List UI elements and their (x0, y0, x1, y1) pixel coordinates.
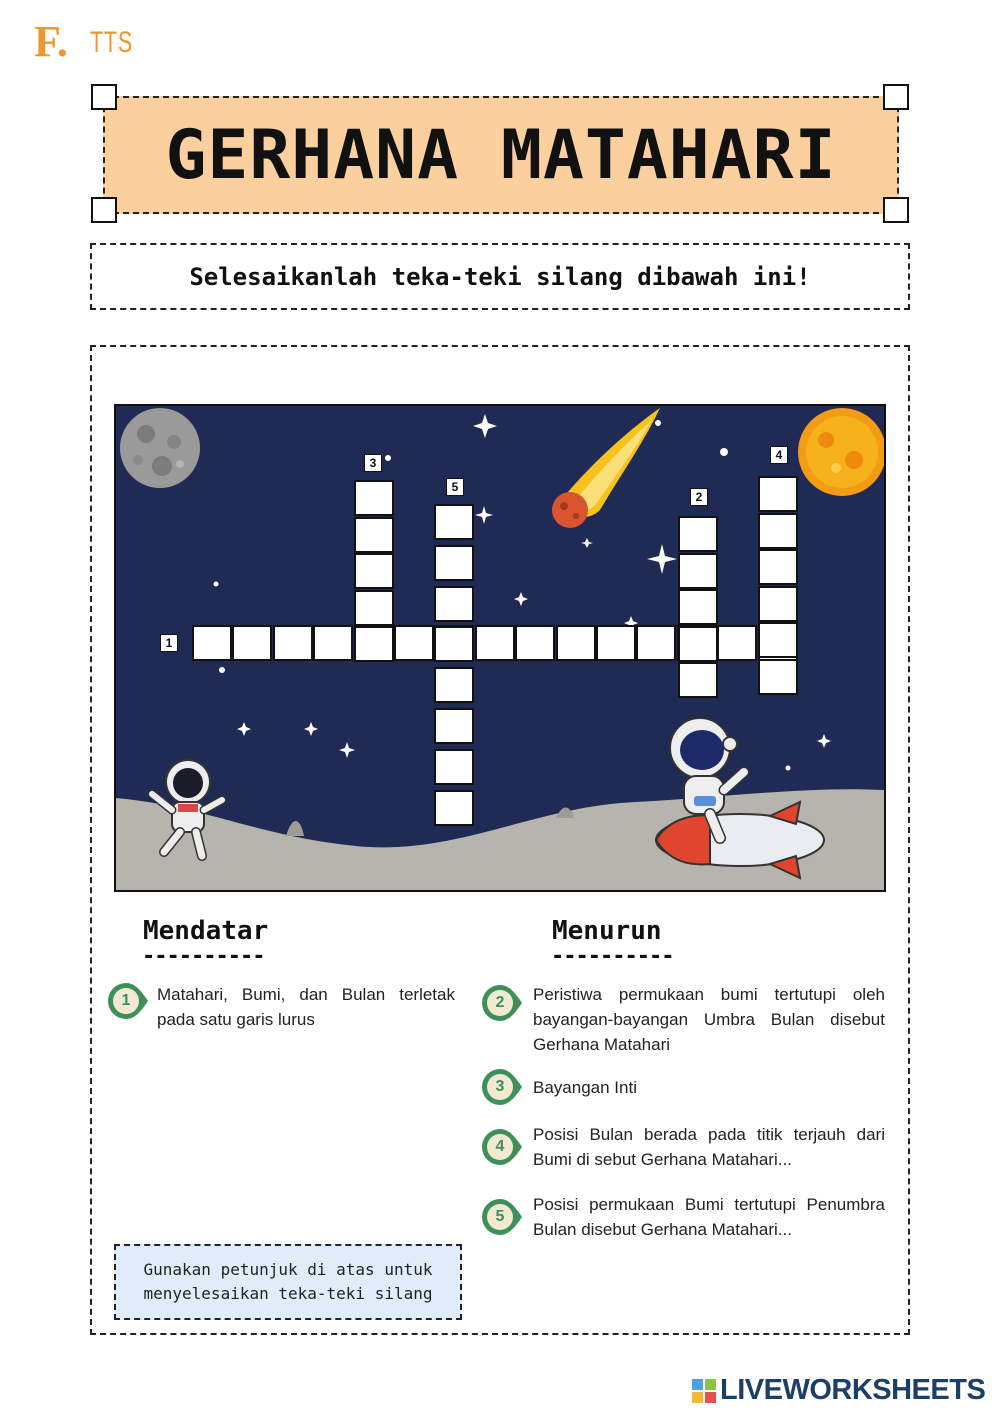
crossword-cell-1-3[interactable] (273, 625, 313, 661)
clue-number-tag-3: 3 (364, 454, 382, 472)
crossword-cell-4-3[interactable] (758, 549, 798, 585)
clue-badge-3 (480, 1067, 524, 1107)
crossword-cell-3-5[interactable] (354, 626, 394, 662)
crossword-cell-2-1[interactable] (678, 516, 718, 552)
crossword-cell-3-2[interactable] (354, 517, 394, 553)
hint-text: Gunakan petunjuk di atas untuk menyelesaikan teka-teki silang (143, 1260, 433, 1303)
crossword-cell-1-4[interactable] (313, 625, 353, 661)
crossword-cell-4-1[interactable] (758, 476, 798, 512)
crossword-cell-2-3[interactable] (678, 589, 718, 625)
comet-icon (540, 406, 670, 536)
liveworksheets-mark-icon (692, 1379, 716, 1403)
clue-text-2: Peristiwa permukaan bumi tertutupi oleh bayangan-bayangan Umbra Bulan disebut Gerhana Matahari (533, 985, 885, 1054)
crossword-cell-2-2[interactable] (678, 553, 718, 589)
menurun-heading: Menurun (552, 916, 662, 946)
corner-handle-bottom-right (883, 197, 909, 223)
crossword-cell-4-4[interactable] (758, 586, 798, 622)
corner-handle-top-right (883, 84, 909, 110)
crossword-cell-5-2[interactable] (434, 545, 474, 581)
crossword-cell-5-6[interactable] (434, 708, 474, 744)
crossword-cell-4-6[interactable] (758, 659, 798, 695)
clue-text-3: Bayangan Inti (533, 1078, 637, 1097)
clue-badge-2 (480, 983, 524, 1023)
liveworksheets-logo (692, 1374, 985, 1407)
instruction-text: Selesaikanlah teka-teki silang dibawah ini! (189, 262, 811, 291)
clue-number: 4 (495, 1138, 505, 1155)
brand-name: LIVEWORKSHEETS (720, 1374, 986, 1406)
crossword-cell-3-3[interactable] (354, 553, 394, 589)
crossword-cell-1-10[interactable] (556, 625, 596, 661)
crossword-cell-1-1[interactable] (192, 625, 232, 661)
crossword-cell-4-5[interactable] (758, 622, 798, 658)
moon-icon (118, 406, 202, 490)
crossword-cell-3-4[interactable] (354, 590, 394, 626)
clue-number-tag-2: 2 (690, 488, 708, 506)
crossword-cell-1-12[interactable] (636, 625, 676, 661)
clue-number: 1 (121, 992, 131, 1009)
crossword-cell-1-2[interactable] (232, 625, 272, 661)
crossword-cell-2-5[interactable] (678, 662, 718, 698)
menurun-underline: ---------- (551, 944, 674, 969)
astronaut-rocket-icon (650, 716, 830, 886)
crossword-cell-1-6[interactable] (394, 625, 434, 661)
crossword-cell-3-1[interactable] (354, 480, 394, 516)
crossword-cell-5-4[interactable] (434, 626, 474, 662)
page-title: GERHANA MATAHARI (165, 115, 837, 195)
crossword-cell-4-2[interactable] (758, 513, 798, 549)
mendatar-underline: ---------- (142, 944, 265, 969)
hint-box (114, 1244, 462, 1320)
clue-number: 5 (495, 1208, 505, 1225)
clue-text-4: Posisi Bulan berada pada titik terjauh dari Bumi di sebut Gerhana Matahari... (533, 1125, 885, 1169)
crossword-scene (114, 404, 886, 892)
crossword-cell-2-4[interactable] (678, 626, 718, 662)
crossword-cell-1-11[interactable] (596, 625, 636, 661)
mendatar-heading: Mendatar (143, 916, 269, 946)
clue-badge-4 (480, 1127, 524, 1167)
crossword-cell-1-14[interactable] (717, 625, 757, 661)
clue-number-tag-1: 1 (160, 634, 178, 652)
instruction-box (90, 243, 910, 310)
clue-text-1: Matahari, Bumi, dan Bulan terletak pada satu garis lurus (157, 985, 455, 1029)
astronaut-jumping-icon (142, 756, 232, 866)
crossword-cell-1-8[interactable] (475, 625, 515, 661)
clue-badge-5 (480, 1197, 524, 1237)
corner-handle-bottom-left (91, 197, 117, 223)
section-letter: F. (34, 17, 68, 66)
crossword-cell-5-8[interactable] (434, 790, 474, 826)
sun-icon (796, 406, 886, 498)
crossword-cell-1-9[interactable] (515, 625, 555, 661)
section-label: TTS (90, 26, 133, 59)
clue-badge-1 (106, 981, 150, 1021)
clue-number-tag-5: 5 (446, 478, 464, 496)
clue-number: 3 (495, 1078, 505, 1095)
crossword-cell-5-5[interactable] (434, 667, 474, 703)
corner-handle-top-left (91, 84, 117, 110)
clue-number: 2 (495, 994, 505, 1011)
crossword-cell-5-1[interactable] (434, 504, 474, 540)
crossword-cell-5-7[interactable] (434, 749, 474, 785)
clue-number-tag-4: 4 (770, 446, 788, 464)
clue-text-5: Posisi permukaan Bumi tertutupi Penumbra Bulan disebut Gerhana Matahari... (533, 1195, 885, 1239)
crossword-cell-5-3[interactable] (434, 586, 474, 622)
